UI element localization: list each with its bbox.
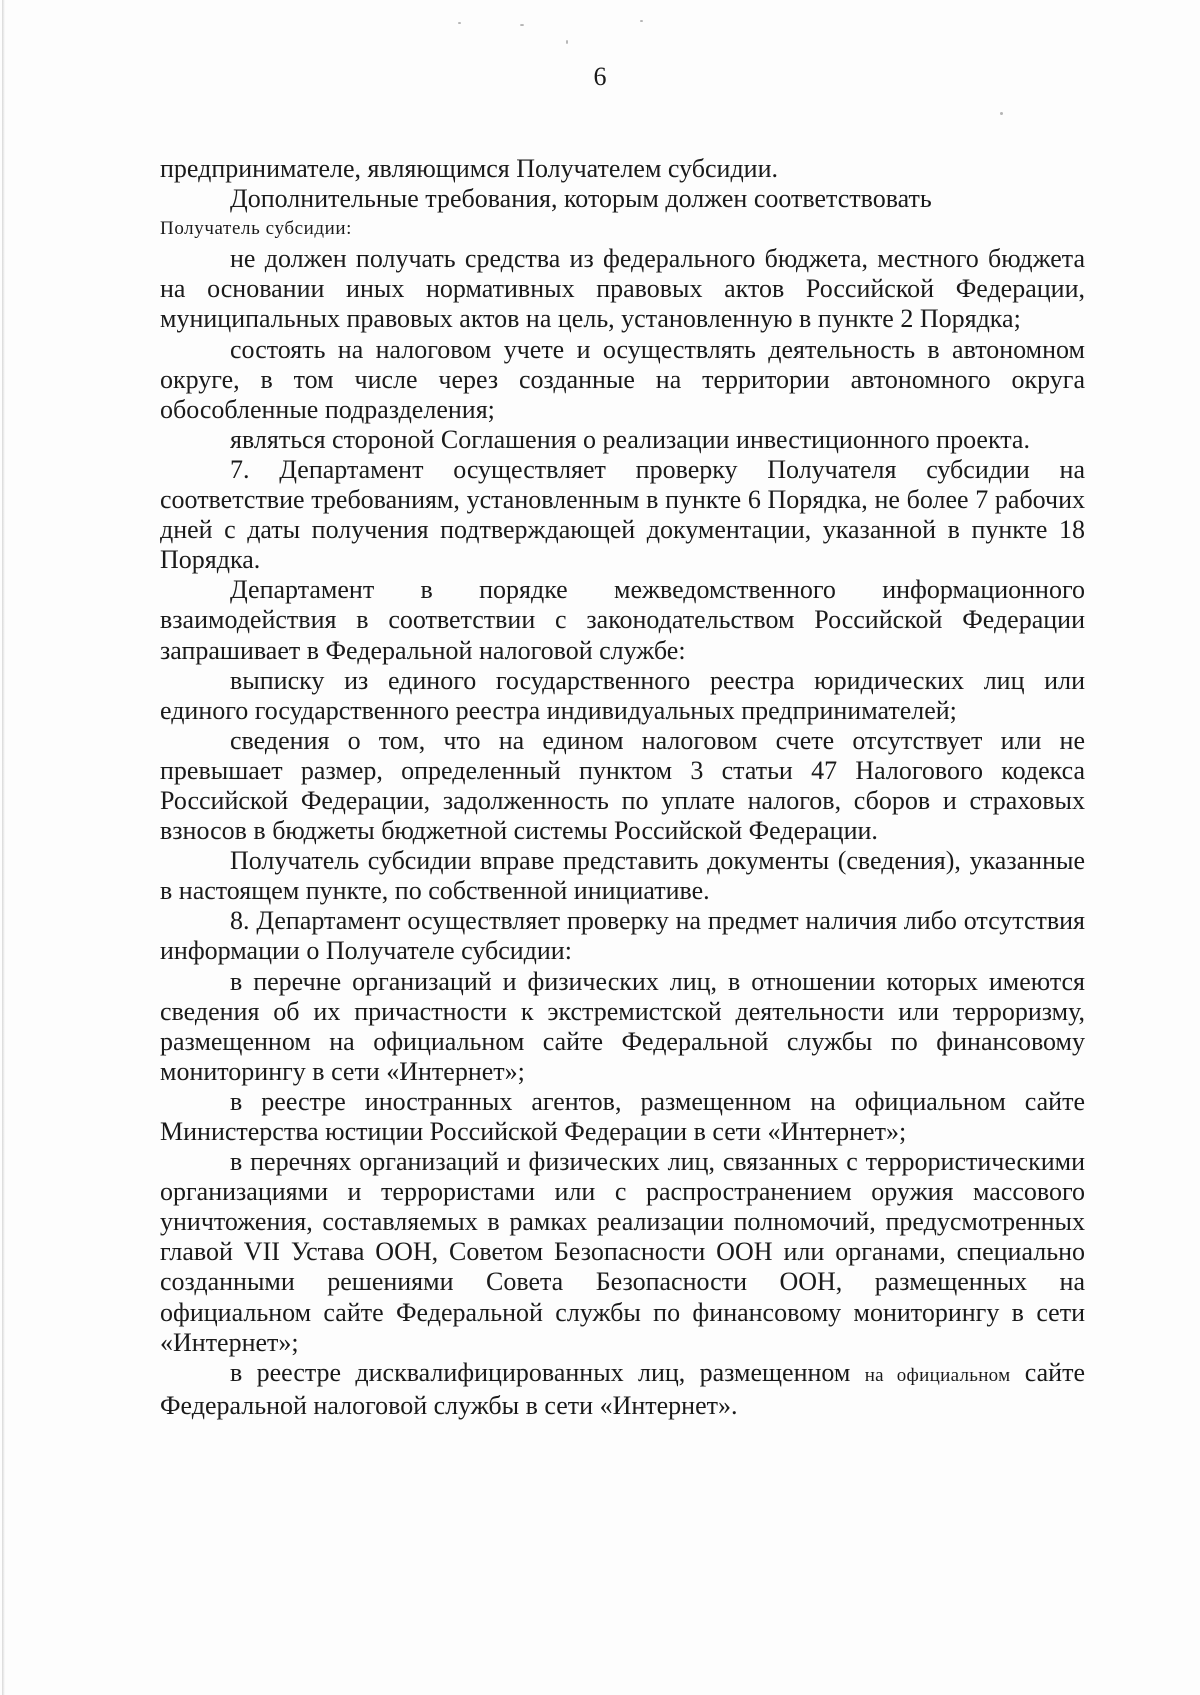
check-foreign-agents-registry: в реестре иностранных агентов, размещенном на официальном сайте Министерства юстиции Российской Федерации в сети «Интернет»; — [160, 1086, 1085, 1146]
scan-speck — [566, 40, 568, 44]
document-body — [160, 154, 1085, 1421]
paragraph-recipient-label: Получатель субсидии: — [160, 218, 353, 240]
requirement-investment-agreement: являться стороной Соглашения о реализации инвестиционного проекта. — [230, 424, 1030, 454]
clause-8-check: 8. Департамент осуществляет проверку на предмет наличия либо отсутствия информации о Получателе субсидии: — [160, 906, 1085, 966]
requirement-tax-registration: состоять на налоговом учете и осуществлять деятельность в автономном округе, в том числе через созданные на территории автономного округа обособленные подразделения; — [160, 334, 1085, 424]
check-terrorism-lists: в перечнях организаций и физических лиц, связанных с террористическими организациями и террористами или с распространением оружия массового уничтожения, составляемых в рамках реализации полномочий, предусмотренных главой VII Устава ООН, Советом Безопасности ООН или органами, специально созданными решениями Совета Безопасности ООН, размещенных на официальном сайте Федеральной службы по финансовому мониторингу в сети «Интернет»; — [160, 1147, 1085, 1357]
page-number: 6 — [593, 62, 607, 91]
request-registry-extract: выписку из единого государственного реестра юридических лиц или единого государственного реестра индивидуальных предпринимателей; — [160, 665, 1085, 725]
scan-speck — [520, 24, 524, 26]
scan-edge — [2, 0, 5, 1695]
clause-7-own-initiative: Получатель субсидии вправе представить документы (сведения), указанные в настоящем пункте, по собственной инициативе. — [160, 846, 1085, 906]
paragraph-continuation: предпринимателе, являющимся Получателем субсидии. — [160, 154, 779, 183]
check-disqualified-persons-registry — [160, 1358, 1085, 1421]
paragraph-additional-requirements: Дополнительные требования, которым должен соответствовать — [230, 184, 932, 214]
clause-7-interagency-request: Департамент в порядке межведомственного информационного взаимодействия в соответствии с законодательством Российской Федерации запрашивает в Федеральной налоговой службе: — [160, 575, 1085, 665]
check-extremism-list: в перечне организаций и физических лиц, в отношении которых имеются сведения об их причастности к экстремистской деятельности или терроризму, размещенном на официальном сайте Федеральной службы по финансовому мониторингу в сети «Интернет»; — [160, 966, 1085, 1086]
request-tax-debt-info: сведения о том, что на едином налоговом счете отсутствует или не превышает размер, определенный пунктом 3 статьи 47 Налогового кодекса Российской Федерации, задолженность по уплате налогов, сборов и страховых взносов в бюджеты бюджетной системы Российской Федерации. — [160, 725, 1085, 846]
clause-7-verification: 7. Департамент осуществляет проверку Получателя субсидии на соответствие требованиям, установленным в пункте 6 Порядка, не более 7 рабочих дней с даты получения подтверждающей документации, указанной в пункте 18 Порядка. — [160, 454, 1085, 575]
paragraph-lead: в реестре дисквалифицированных лиц, размещенном — [230, 1357, 865, 1387]
scan-speck — [458, 22, 461, 24]
scan-speck — [1000, 112, 1003, 115]
paragraph-tail-small: на официальном — [864, 1364, 1011, 1386]
scan-speck — [640, 20, 643, 22]
paragraph-rest: сайте Федеральной налоговой службы в сети «Интернет». — [160, 1357, 1085, 1420]
requirement-no-federal-funds: не должен получать средства из федерального бюджета, местного бюджета на основании иных нормативных правовых актов Российской Федерации, муниципальных правовых актов на цель, установленную в пункте 2 Порядка; — [160, 244, 1085, 334]
